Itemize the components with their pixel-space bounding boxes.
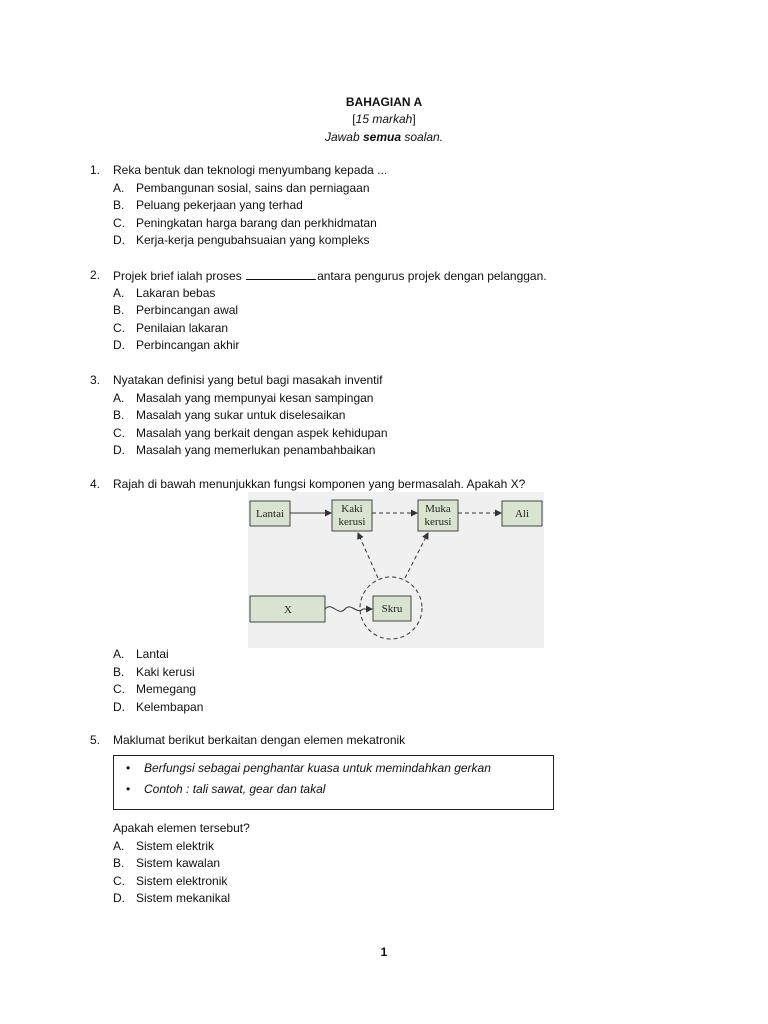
option-letter: A. xyxy=(113,285,125,300)
option-b[interactable] xyxy=(90,302,710,320)
option-text: Sistem elektronik xyxy=(136,873,228,888)
option-text: Lakaran bebas xyxy=(136,285,216,300)
question-text: Rajah di bawah menunjukkan fungsi komponen yang bermasalah. Apakah X? xyxy=(113,477,526,491)
option-d[interactable] xyxy=(90,699,710,717)
lantai-label: Lantai xyxy=(255,508,285,520)
question-number: 5. xyxy=(90,733,101,747)
option-b[interactable] xyxy=(90,407,710,425)
option-letter: D. xyxy=(113,233,125,247)
info-item xyxy=(126,761,491,775)
question-3 xyxy=(90,372,710,460)
option-text: Masalah yang mempunyai kesan sampingan xyxy=(136,390,374,405)
question-text-after: antara pengurus projek dengan pelanggan. xyxy=(317,269,547,283)
question-4 xyxy=(90,476,710,494)
option-text: Sistem kawalan xyxy=(136,856,221,870)
info-box xyxy=(113,755,554,810)
option-text: Kaki kerusi xyxy=(136,664,195,679)
option-letter: B. xyxy=(113,664,125,679)
option-text: Penilaian lakaran xyxy=(136,320,229,335)
question-4-options xyxy=(90,646,710,716)
option-text: Masalah yang memerlukan penambahbaikan xyxy=(136,443,376,457)
option-letter: C. xyxy=(113,425,125,440)
option-d[interactable] xyxy=(90,337,710,355)
option-text: Pembangunan sosial, sains dan perniagaan xyxy=(136,180,370,195)
arrow-skru-to-kaki xyxy=(358,533,378,578)
option-a[interactable] xyxy=(90,180,710,198)
option-a[interactable] xyxy=(90,646,710,664)
instruction-part-c: soalan. xyxy=(401,130,444,144)
option-letter: D. xyxy=(113,338,125,352)
option-letter: A. xyxy=(113,647,125,661)
marks-open-bracket: [ xyxy=(352,112,356,126)
bullet-icon: • xyxy=(126,761,131,775)
option-d[interactable] xyxy=(90,232,710,250)
bullet-icon: • xyxy=(126,782,131,796)
info-item-text: Contoh : tali sawat, gear dan takal xyxy=(144,782,326,796)
question-text xyxy=(113,267,547,286)
option-text: Kelembapan xyxy=(136,699,204,714)
page-number: 1 xyxy=(380,945,388,959)
option-text: Masalah yang berkait dengan aspek kehidupan xyxy=(136,425,388,440)
option-letter: A. xyxy=(113,180,125,195)
option-d[interactable] xyxy=(90,890,710,908)
ali-label: Ali xyxy=(514,508,530,520)
option-a[interactable] xyxy=(90,838,710,856)
option-letter: A. xyxy=(113,390,125,405)
option-letter: D. xyxy=(113,443,125,457)
option-b[interactable] xyxy=(90,664,710,682)
question-text: Nyatakan definisi yang betul bagi masakah inventif xyxy=(113,373,383,387)
question-prompt: Apakah elemen tersebut? xyxy=(113,821,250,835)
option-text: Perbincangan awal xyxy=(136,303,239,317)
option-text: Perbincangan akhir xyxy=(136,338,240,352)
info-item-text: Berfungsi sebagai penghantar kuasa untuk memindahkan gerkan xyxy=(144,761,491,775)
x-label: X xyxy=(284,604,292,616)
instruction-emphasis: semua xyxy=(362,130,402,144)
answer-blank xyxy=(246,267,316,280)
instruction-part-a: Jawab xyxy=(324,130,363,144)
kaki-kerusi-label-2: kerusi xyxy=(338,516,366,528)
question-number: 4. xyxy=(90,477,101,491)
option-b[interactable] xyxy=(90,855,710,873)
option-c[interactable] xyxy=(90,425,710,443)
option-c[interactable] xyxy=(90,215,710,233)
option-letter: D. xyxy=(113,891,125,905)
option-c[interactable] xyxy=(90,681,710,699)
option-letter: C. xyxy=(113,873,125,888)
option-text: Masalah yang sukar untuk diselesaikan xyxy=(136,408,346,422)
option-a[interactable] xyxy=(90,285,710,303)
marks-text: 15 markah xyxy=(355,112,413,126)
option-text: Peningkatan harga barang dan perkhidmatan xyxy=(136,215,377,230)
option-text: Sistem mekanikal xyxy=(136,891,231,905)
question-1 xyxy=(90,162,710,250)
section-marks xyxy=(0,112,768,126)
question-5-options xyxy=(90,820,710,908)
marks-close-bracket: ] xyxy=(412,112,416,126)
question-text: Reka bentuk dan teknologi menyumbang kepada ... xyxy=(113,163,388,177)
info-item xyxy=(126,782,326,796)
option-letter: B. xyxy=(113,856,125,870)
option-letter: C. xyxy=(113,215,125,230)
question-number: 2. xyxy=(90,268,101,282)
option-letter: A. xyxy=(113,838,125,853)
option-letter: B. xyxy=(113,408,125,422)
kaki-kerusi-label-1: Kaki xyxy=(341,503,363,515)
muka-kerusi-label-1: Muka xyxy=(425,503,451,515)
option-c[interactable] xyxy=(90,320,710,338)
option-letter: B. xyxy=(113,198,125,212)
option-text: Sistem elektrik xyxy=(136,838,215,853)
arrow-x-to-skru xyxy=(325,607,372,612)
option-text: Lantai xyxy=(136,647,169,661)
section-title: BAHAGIAN A xyxy=(345,95,423,109)
option-d[interactable] xyxy=(90,442,710,460)
option-text: Peluang pekerjaan yang terhad xyxy=(136,198,303,212)
option-letter: D. xyxy=(113,699,125,714)
skru-label: Skru xyxy=(381,603,403,615)
muka-kerusi-label-2: kerusi xyxy=(424,516,452,528)
component-function-diagram xyxy=(248,492,544,648)
option-letter: C. xyxy=(113,682,125,696)
option-letter: B. xyxy=(113,303,125,317)
question-text: Maklumat berikut berkaitan dengan elemen mekatronik xyxy=(113,733,406,747)
option-a[interactable] xyxy=(90,390,710,408)
question-text-before: Projek brief ialah proses xyxy=(113,269,246,283)
option-letter: C. xyxy=(113,320,125,335)
question-5 xyxy=(90,732,710,750)
option-b[interactable] xyxy=(90,197,710,215)
question-number: 3. xyxy=(90,373,101,387)
question-2 xyxy=(90,267,710,355)
option-text: Kerja-kerja pengubahsuaian yang kompleks xyxy=(136,233,370,247)
question-number: 1. xyxy=(90,163,101,177)
section-instruction xyxy=(0,130,768,144)
arrow-skru-to-muka xyxy=(405,533,428,578)
option-c[interactable] xyxy=(90,873,710,891)
option-text: Memegang xyxy=(136,682,197,696)
